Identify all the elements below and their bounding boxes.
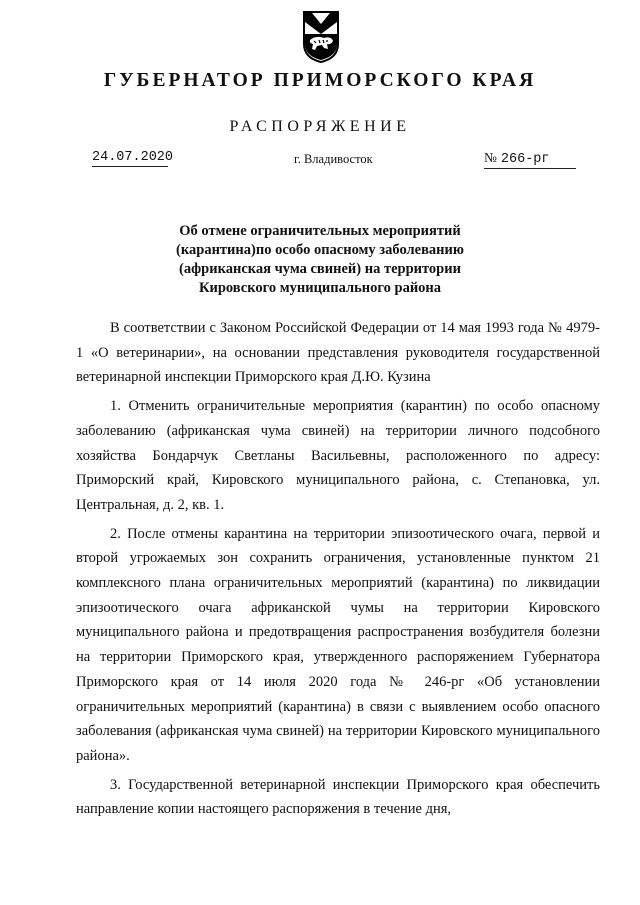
document-city: г. Владивосток: [294, 152, 373, 166]
paragraph-item-2: 2. После отмены карантина на территории эпизоотического очага, первой и второй угрожаемых зон сохранить ограничения, установленные пунктом 21 комплексного плана ограничительных мероприятий (карантина) по ликвидации эпизоотического очага африканской чумы на территории Кировского муниципального района и предотвращения распространения возбудителя болезни на территории Приморского края, утвержденного распоряжением Губернатора Приморского края от 14 июля 2020 года № 246-рг «Об установлении ограничительных мероприятий (карантина) в связи с выявлением особо опасного заболевания (африканская чума свиней) на территории Кировского муниципального района».: [76, 525, 600, 764]
paragraph-item-1: 1. Отменить ограничительные мероприятия (карантин) по особо опасному заболеванию (африканская чума свиней) на территории личного подсобного хозяйства Бондарчук Светланы Васильевны, расположенного по адресу: Приморский край, Кировского муниципального района, с. Степановка, ул. Центральная, д. 2, кв. 1.: [76, 398, 600, 513]
paragraph-item-3: 3. Государственной ветеринарной инспекции Приморского края обеспечить направление копии настоящего распоряжения в течение дня,: [76, 776, 600, 818]
document-type: РАСПОРЯЖЕНИЕ: [229, 118, 411, 135]
paragraph-preamble: В соответствии с Законом Российской Федерации от 14 мая 1993 года № 4979-1 «О ветеринарии», на основании представления руководителя государственной ветеринарной инспекции Приморского края Д.Ю. Кузина: [76, 320, 600, 386]
document-heading: Об отмене ограничительных мероприятий (карантина)по особо опасному заболеванию (африканская чума свиней) на территории Кировского муниципального района: [176, 223, 464, 296]
number-value: 266-рг: [500, 152, 550, 167]
document-date: 24.07.2020: [92, 150, 174, 165]
issuer-title: ГУБЕРНАТОР ПРИМОРСКОГО КРАЯ: [103, 70, 537, 91]
document-body: [76, 316, 600, 822]
document-number: [484, 150, 576, 169]
number-sign: №: [484, 150, 497, 165]
coat-of-arms-icon: [302, 10, 340, 64]
